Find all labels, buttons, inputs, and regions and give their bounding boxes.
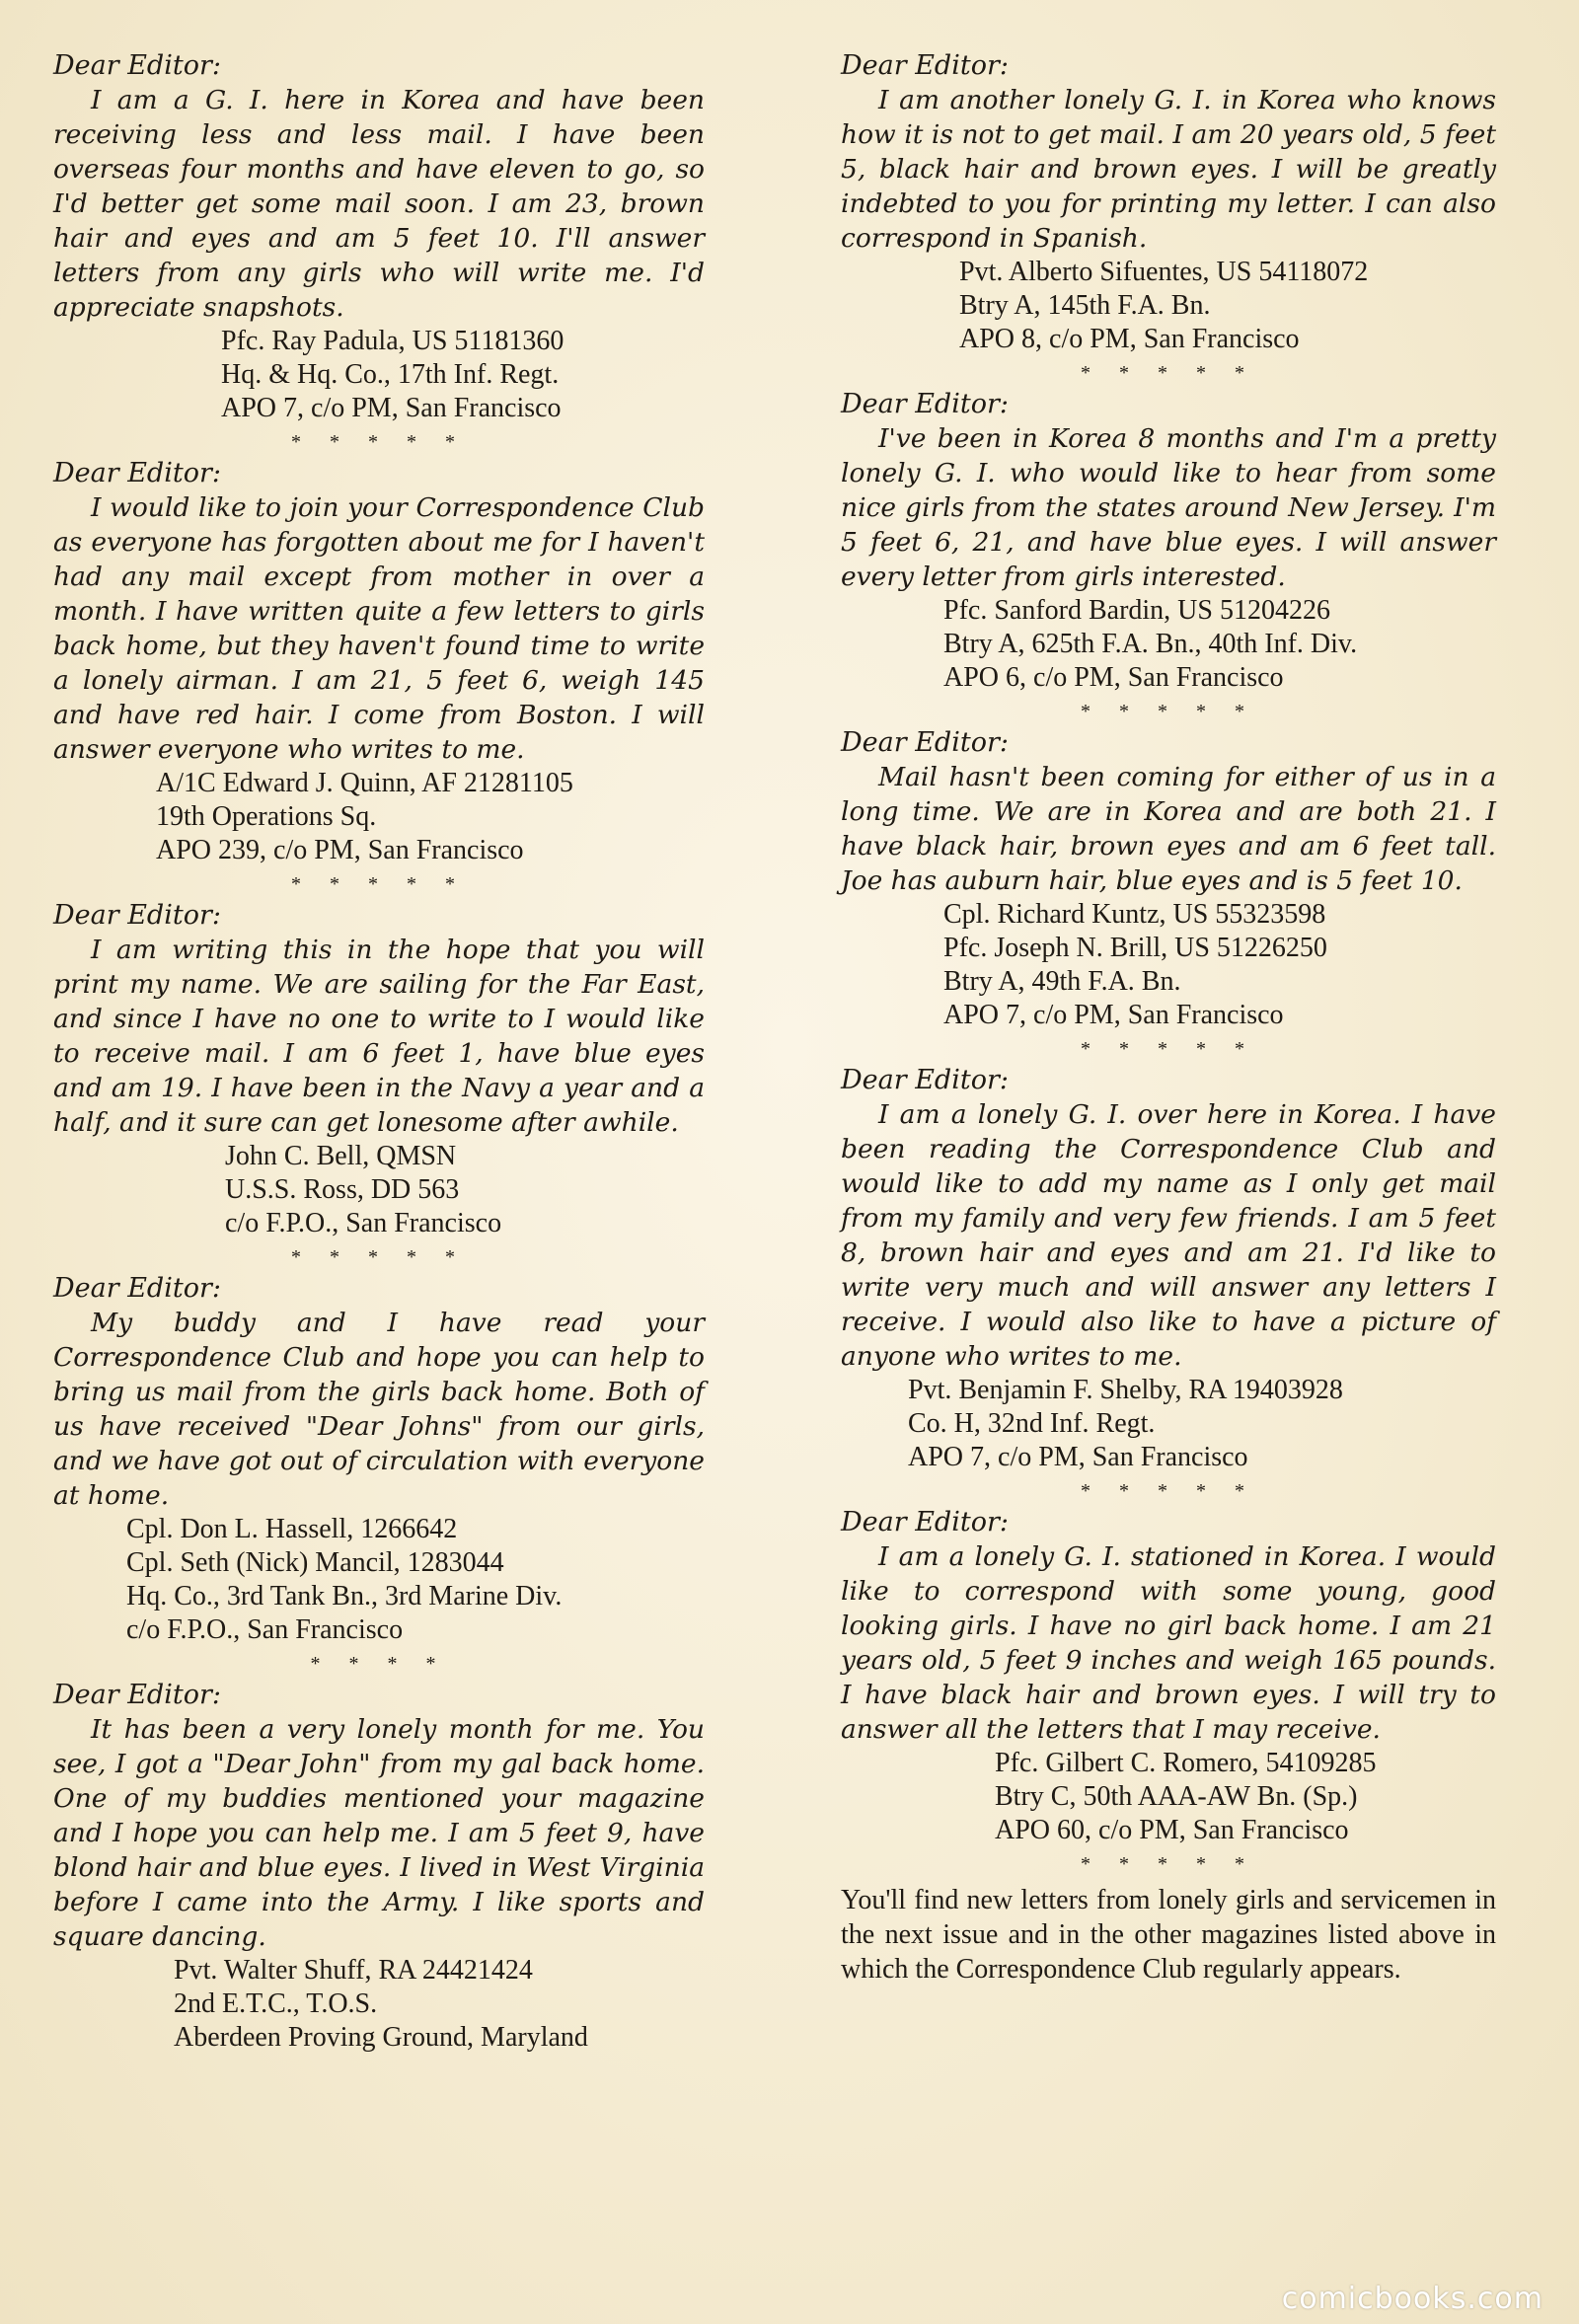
address-line: APO 7, c/o PM, San Francisco [908, 1442, 1248, 1472]
letter-greeting: Dear Editor: [841, 727, 1009, 758]
letter-body: I am a G. I. here in Korea and have been receiving less and less mail. I have been overseas four months and have eleven to go, so I'd better get some mail soon. I am 23, brown hair and eyes and am 5 feet 10. I'll answer letters from any girls who will write me. I'd appreciate snapshots. [53, 85, 705, 323]
left-column [53, 49, 705, 2055]
letter-greeting: Dear Editor: [841, 389, 1009, 419]
letter [53, 1272, 705, 1677]
letter-address [841, 1747, 1496, 1847]
address-line: U.S.S. Ross, DD 563 [225, 1174, 460, 1205]
address-line: 2nd E.T.C., T.O.S. [174, 1988, 378, 2019]
letter-address [53, 1954, 705, 2055]
letter-separator: * * * * * [291, 873, 467, 895]
letter-body: It has been a very lonely month for me. You see, I got a "Dear John" from my gal back home. One of my buddies mentioned your magazine and I hope you can help me. I am 5 feet 9, have blond hair and blue eyes. I lived in West Virginia before I came into the Army. I like sports and square dancing. [53, 1714, 705, 1952]
letter-address [53, 325, 705, 425]
address-line: Btry A, 145th F.A. Bn. [959, 290, 1211, 321]
letter-body: I am writing this in the hope that you will print my name. We are sailing for the Far East, and since I have no one to write to I would like to receive mail. I am 6 feet 1, have blue eyes and am 19. I have been in the Navy a year and a half, and it sure can get lonesome after awhile. [53, 935, 705, 1138]
letter-separator: * * * * * [1081, 1480, 1256, 1502]
address-line: Pfc. Sanford Bardin, US 51204226 [943, 595, 1330, 626]
letter-address [841, 1374, 1496, 1474]
address-line: APO 7, c/o PM, San Francisco [943, 1000, 1284, 1030]
address-line: Btry A, 49th F.A. Bn. [943, 966, 1181, 997]
letter-separator: * * * * * [1081, 1038, 1256, 1060]
address-line: Pfc. Joseph N. Brill, US 51226250 [943, 933, 1327, 963]
address-line: Pfc. Ray Padula, US 51181360 [221, 326, 564, 356]
address-line: c/o F.P.O., San Francisco [126, 1614, 404, 1645]
letter-address [53, 1513, 705, 1647]
letter [53, 457, 705, 897]
letter-greeting: Dear Editor: [841, 1507, 1009, 1537]
address-line: Pfc. Gilbert C. Romero, 54109285 [995, 1748, 1377, 1778]
address-line: APO 7, c/o PM, San Francisco [221, 393, 562, 423]
letter [841, 388, 1496, 724]
letter-body: I would like to join your Correspondence Club as everyone has forgotten about me for I haven't had any mail except from mother in over a month. I have written quite a few letters to girls back home, but they haven't found time to write a lonely airman. I am 21, 5 feet 6, weigh 145 and have red hair. I come from Boston. I will answer everyone who writes to me. [53, 492, 705, 765]
address-line: APO 8, c/o PM, San Francisco [959, 324, 1300, 354]
address-line: Btry C, 50th AAA-AW Bn. (Sp.) [995, 1781, 1358, 1812]
address-line: APO 6, c/o PM, San Francisco [943, 662, 1284, 693]
letter-separator: * * * * * [1081, 1853, 1256, 1875]
letter-body: I am another lonely G. I. in Korea who knows how it is not to get mail. I am 20 years old, 5 feet 5, black hair and brown eyes. I will be greatly indebted to you for printing my letter. I can also correspond in Spanish. [841, 85, 1496, 254]
address-line: Cpl. Don L. Hassell, 1266642 [126, 1514, 458, 1544]
right-column [841, 49, 1496, 1987]
letter-address [841, 898, 1496, 1032]
letter [841, 726, 1496, 1062]
letter-address [841, 256, 1496, 356]
address-line: APO 239, c/o PM, San Francisco [156, 835, 524, 865]
address-line: APO 60, c/o PM, San Francisco [995, 1815, 1349, 1845]
letter-address [841, 594, 1496, 695]
letter-body: I am a lonely G. I. stationed in Korea. I would like to correspond with some young, good looking girls. I have no girl back home. I am 21 years old, 5 feet 9 inches and weigh 165 pounds. I have black hair and brown eyes. I will try to answer all the letters that I may receive. [841, 1541, 1496, 1745]
address-line: Hq. & Hq. Co., 17th Inf. Regt. [221, 359, 560, 390]
letter-greeting: Dear Editor: [53, 458, 221, 488]
address-line: Cpl. Seth (Nick) Mancil, 1283044 [126, 1547, 504, 1578]
letter-separator: * * * * * [1081, 701, 1256, 722]
letter [53, 899, 705, 1270]
letter-body: I've been in Korea 8 months and I'm a pretty lonely G. I. who would like to hear from some nice girls from the states around New Jersey. I'm 5 feet 6, 21, and have blue eyes. I will answer every letter from girls interested. [841, 423, 1496, 592]
letter [841, 49, 1496, 386]
address-line: A/1C Edward J. Quinn, AF 21281105 [156, 768, 573, 798]
watermark: comicbooks.com [1281, 2282, 1543, 2316]
address-line: Btry A, 625th F.A. Bn., 40th Inf. Div. [943, 629, 1358, 659]
address-line: Pvt. Walter Shuff, RA 24421424 [174, 1955, 533, 1986]
letter-body: I am a lonely G. I. over here in Korea. I have been reading the Correspondence Club and would like to add my name as I only get mail from my family and very few friends. I am 5 feet 8, brown hair and eyes and am 21. I'd like to write very much and will answer any letters I receive. I would also like to have a picture of anyone who writes to me. [841, 1099, 1496, 1372]
letter-separator: * * * * * [291, 431, 467, 453]
letter-greeting: Dear Editor: [53, 1680, 221, 1710]
letter-body: Mail hasn't been coming for either of us in a long time. We are in Korea and are both 21. I have black hair, brown eyes and am 6 feet tall. Joe has auburn hair, blue eyes and is 5 feet 10. [841, 762, 1496, 896]
address-line: Co. H, 32nd Inf. Regt. [908, 1408, 1156, 1439]
letter-separator: * * * * * [291, 1246, 467, 1268]
letter-greeting: Dear Editor: [53, 50, 221, 81]
letter-greeting: Dear Editor: [841, 1065, 1009, 1095]
letter [841, 1064, 1496, 1504]
letter-greeting: Dear Editor: [53, 1273, 221, 1304]
address-line: Hq. Co., 3rd Tank Bn., 3rd Marine Div. [126, 1581, 563, 1612]
letter [841, 1506, 1496, 1877]
letter-address [53, 767, 705, 867]
letter-address [53, 1140, 705, 1240]
address-line: Aberdeen Proving Ground, Maryland [174, 2022, 588, 2053]
address-line: Pvt. Benjamin F. Shelby, RA 19403928 [908, 1375, 1343, 1405]
letter-greeting: Dear Editor: [841, 50, 1009, 81]
letter [53, 1679, 705, 2055]
address-line: John C. Bell, QMSN [225, 1141, 457, 1171]
letter-greeting: Dear Editor: [53, 900, 221, 931]
letter-separator: * * * * [310, 1653, 448, 1675]
address-line: Cpl. Richard Kuntz, US 55323598 [943, 899, 1326, 930]
address-line: 19th Operations Sq. [156, 801, 377, 832]
address-line: c/o F.P.O., San Francisco [225, 1208, 502, 1238]
closing-note: You'll find new letters from lonely girls and servicemen in the next issue and in the other magazines listed above in which the Correspondence Club regularly appears. [841, 1885, 1496, 1985]
letter [53, 49, 705, 455]
address-line: Pvt. Alberto Sifuentes, US 54118072 [959, 257, 1369, 287]
letter-separator: * * * * * [1081, 362, 1256, 384]
letter-body: My buddy and I have read your Correspondence Club and hope you can help to bring us mail from the girls back home. Both of us have received "Dear Johns" from our girls, and we have got out of circulation with everyone at home. [53, 1308, 705, 1511]
